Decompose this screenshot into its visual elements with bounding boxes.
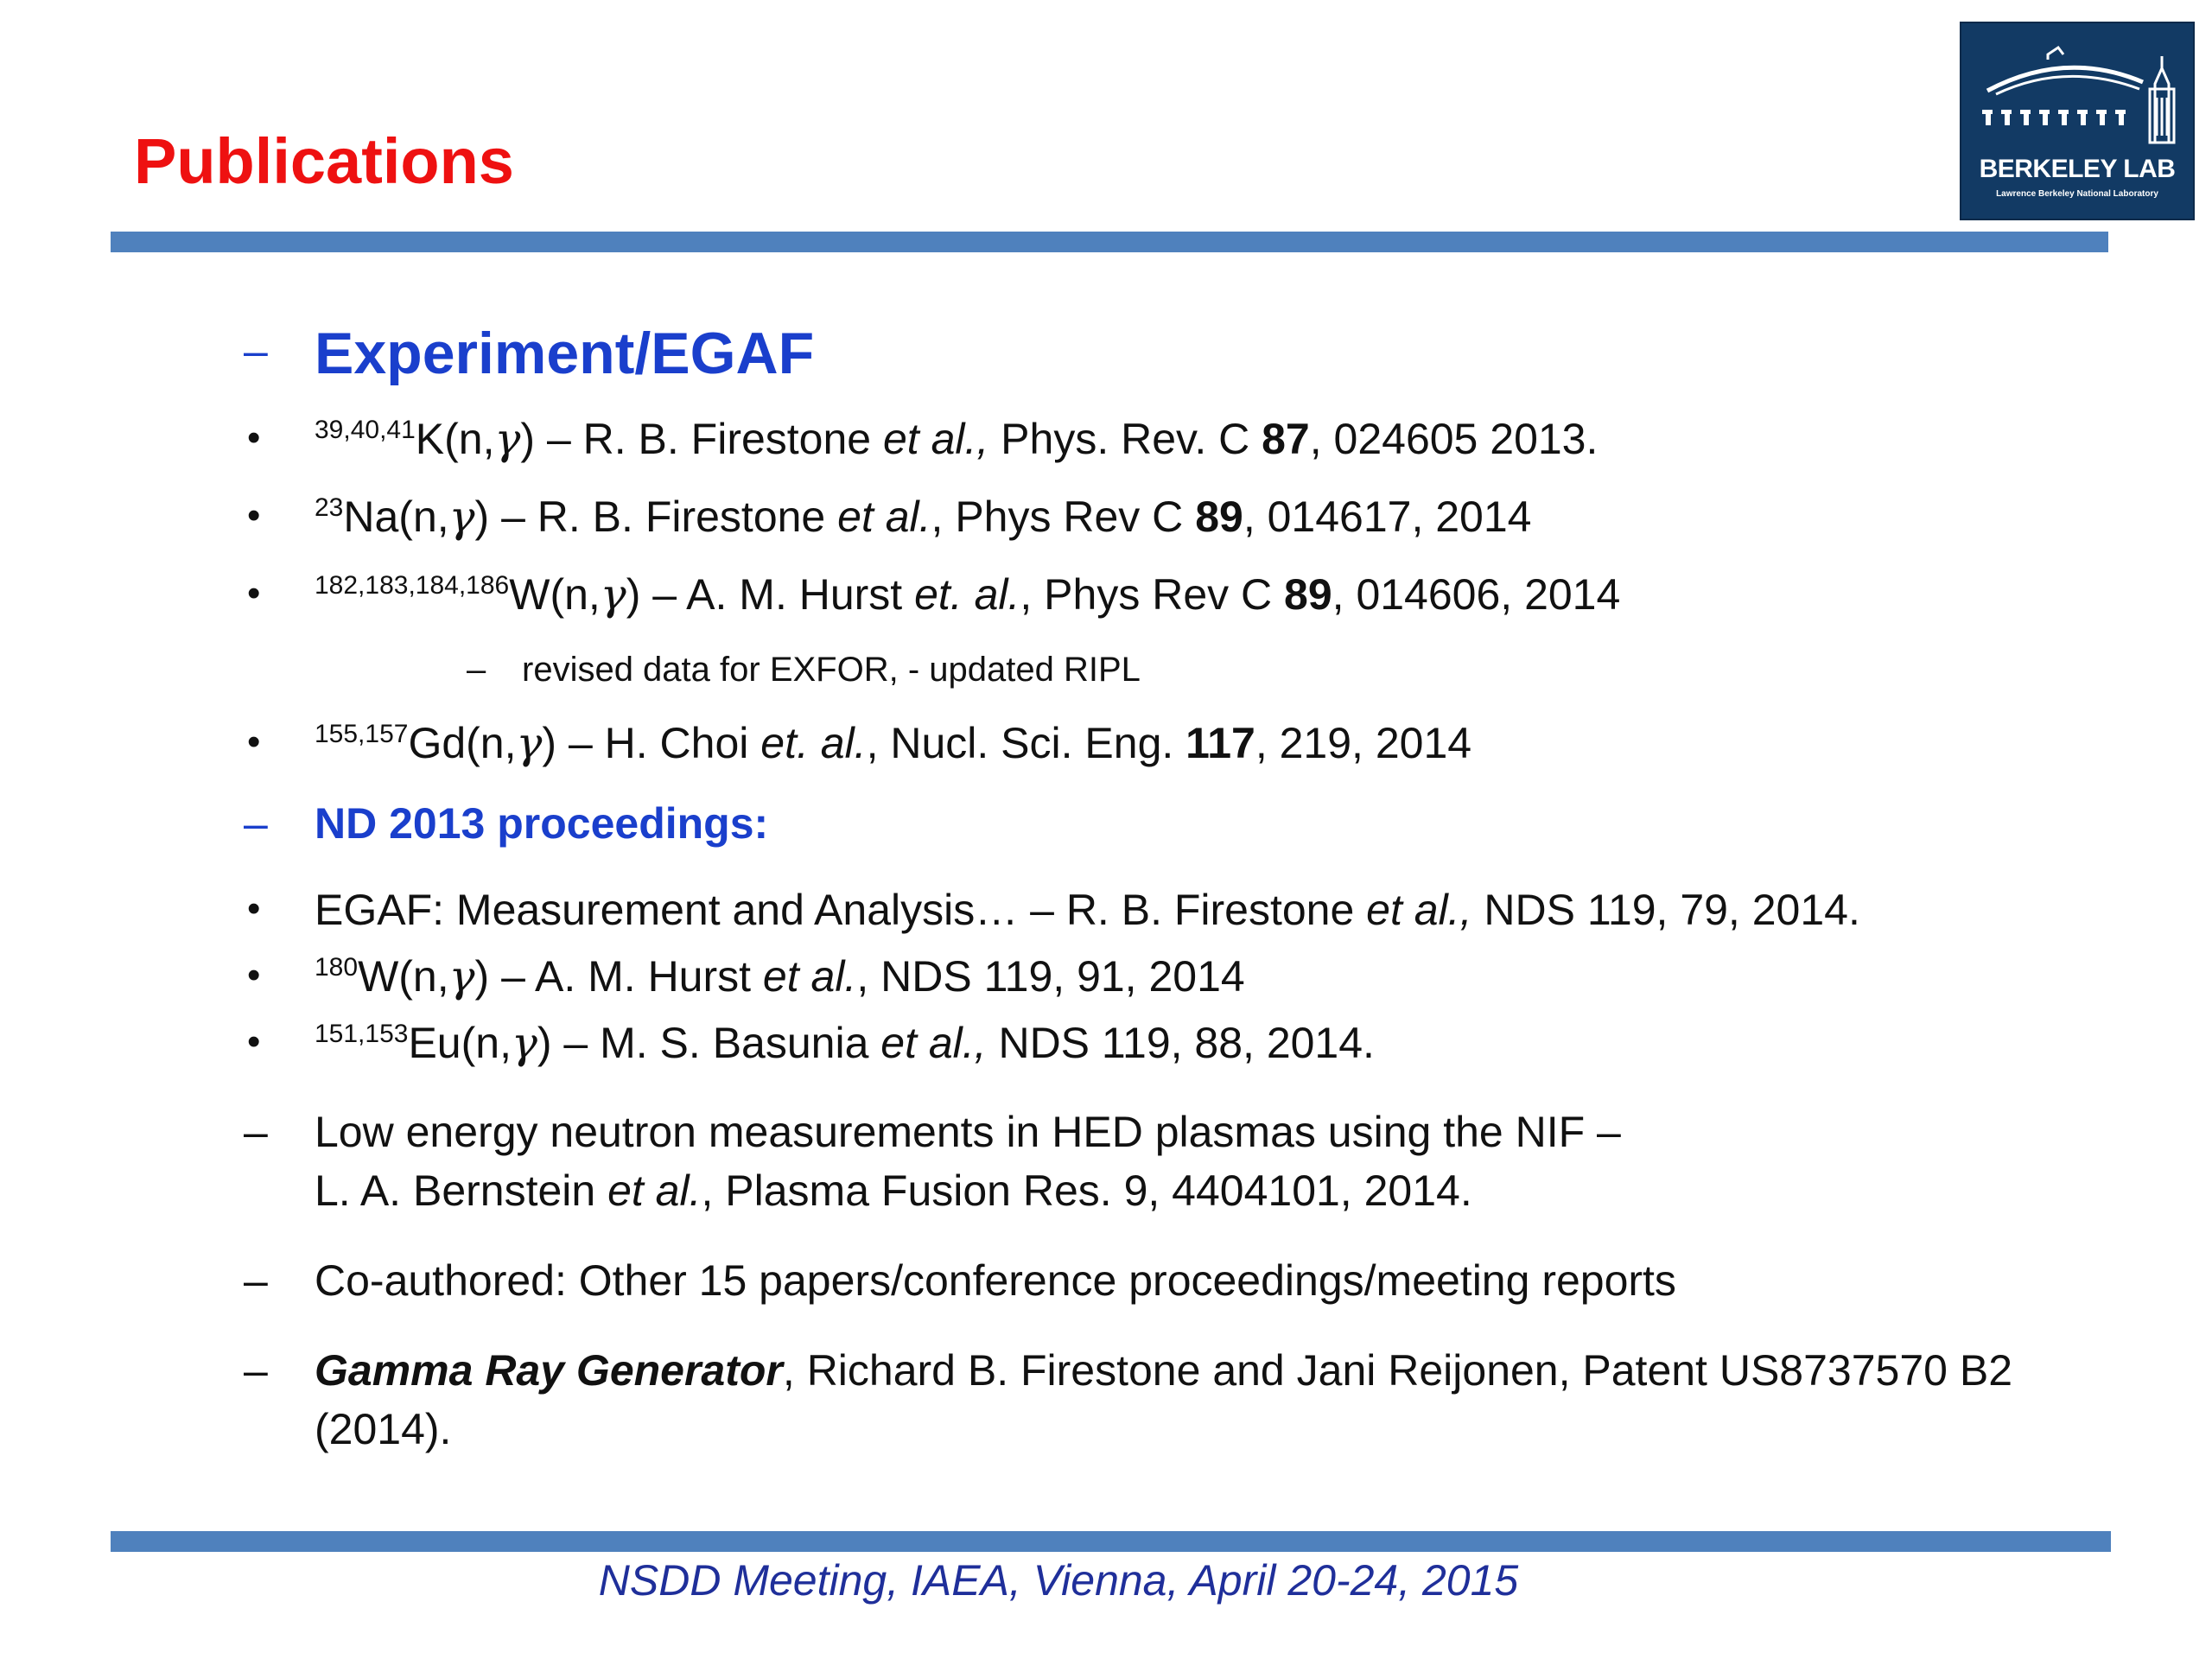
citation-rest: , 219, 2014 xyxy=(1255,719,1472,767)
slide-title: Publications xyxy=(134,125,514,197)
citation-rest: , 024605 2013. xyxy=(1309,415,1599,463)
bullet-marker: • xyxy=(247,572,261,614)
et-al: et al., xyxy=(1366,886,1472,934)
citation-rest: , 014606, 2014 xyxy=(1332,570,1621,619)
dash-marker: – xyxy=(244,1108,268,1156)
isotope: W xyxy=(358,952,399,1001)
volume: 89 xyxy=(1195,493,1243,541)
volume: 117 xyxy=(1185,719,1255,767)
top-rule xyxy=(111,232,2108,252)
isotope: Eu xyxy=(408,1019,461,1067)
coauthored-text: Co-authored: Other 15 papers/conference proceedings/meeting reports xyxy=(315,1256,1676,1305)
isotope-mass: 23 xyxy=(315,493,344,522)
reaction-open: (n, xyxy=(444,415,495,463)
reaction-close: ) xyxy=(474,493,490,541)
gamma-symbol: γ xyxy=(600,569,626,620)
heading-text: Experiment/EGAF xyxy=(315,321,815,386)
journal: , Nucl. Sci. Eng. xyxy=(866,719,1186,767)
authors: – R. B. Firestone xyxy=(489,493,838,541)
et-al: et. al. xyxy=(760,719,867,767)
logo-subtitle: Lawrence Berkeley National Laboratory xyxy=(1996,189,2158,199)
citation-rest: , 014617, 2014 xyxy=(1243,493,1532,541)
footer-text: NSDD Meeting, IAEA, Vienna, April 20-24, 2015 xyxy=(598,1556,1519,1605)
bullet-marker: • xyxy=(247,416,261,459)
gamma-symbol: γ xyxy=(494,414,521,464)
journal: , Phys Rev C xyxy=(931,493,1196,541)
gamma-symbol: γ xyxy=(448,951,475,1001)
volume: 87 xyxy=(1262,415,1310,463)
logo-name: BERKELEY LAB xyxy=(1979,155,2176,183)
patent-year: (2014). xyxy=(315,1405,452,1453)
reaction-open: (n, xyxy=(466,719,517,767)
publication-text xyxy=(315,493,1531,543)
authors: – H. Choi xyxy=(556,719,761,767)
gamma-symbol: γ xyxy=(516,718,543,768)
title-authors: EGAF: Measurement and Analysis… – R. B. Firestone xyxy=(315,886,1367,934)
journal: Phys. Rev. C xyxy=(988,415,1262,463)
dash-marker: – xyxy=(244,327,268,375)
patent-text xyxy=(315,1346,2012,1396)
authors: – A. M. Hurst xyxy=(640,570,915,619)
publication-text xyxy=(315,886,1860,936)
low-energy-line1: Low energy neutron measurements in HED plasmas using the NIF – xyxy=(315,1108,1621,1156)
publication-text xyxy=(315,415,1598,465)
bottom-rule xyxy=(111,1531,2111,1552)
berkeley-lab-logo xyxy=(1960,22,2195,220)
bullet-marker: • xyxy=(247,1020,261,1063)
publication-text xyxy=(315,719,1471,769)
authors: – R. B. Firestone xyxy=(535,415,883,463)
citation-rest: , Plasma Fusion Res. 9, 4404101, 2014. xyxy=(701,1166,1472,1215)
heading-text: ND 2013 proceedings: xyxy=(315,799,769,848)
patent-details: , Richard B. Firestone and Jani Reijonen, Patent US8737570 B2 xyxy=(782,1346,2013,1395)
dash-marker: – xyxy=(244,1346,268,1395)
gamma-symbol: γ xyxy=(511,1018,537,1068)
isotope: Na xyxy=(343,493,399,541)
reaction-close: ) xyxy=(474,952,490,1001)
et-al: et al. xyxy=(762,952,857,1001)
isotope-mass: 180 xyxy=(315,953,359,982)
low-energy-line2 xyxy=(315,1166,1472,1217)
bullet-marker: • xyxy=(247,494,261,537)
sub-note-text: revised data for EXFOR, - updated RIPL xyxy=(522,651,1141,689)
gamma-symbol: γ xyxy=(448,492,475,542)
et-al: et. al. xyxy=(914,570,1020,619)
reaction-open: (n, xyxy=(461,1019,512,1067)
citation-rest: , NDS 119, 91, 2014 xyxy=(856,952,1245,1001)
journal: , Phys Rev C xyxy=(1020,570,1285,619)
authors: – A. M. Hurst xyxy=(489,952,763,1001)
reaction-open: (n, xyxy=(398,952,449,1001)
bullet-marker: • xyxy=(247,954,261,996)
et-al: et al., xyxy=(880,1019,987,1067)
isotope-mass: 151,153 xyxy=(315,1020,409,1048)
publication-text xyxy=(315,1019,1375,1069)
et-al: et al., xyxy=(882,415,989,463)
publication-text xyxy=(315,952,1245,1002)
et-al: et al. xyxy=(607,1166,702,1215)
citation-rest: NDS 119, 79, 2014. xyxy=(1471,886,1860,934)
et-al: et al. xyxy=(837,493,931,541)
isotope: W xyxy=(509,570,550,619)
citation-rest: NDS 119, 88, 2014. xyxy=(986,1019,1375,1067)
isotope-mass: 155,157 xyxy=(315,720,409,748)
reaction-close: ) xyxy=(520,415,536,463)
reaction-close: ) xyxy=(542,719,557,767)
bullet-marker: • xyxy=(247,721,261,763)
reaction-close: ) xyxy=(626,570,641,619)
patent-title: Gamma Ray Generator xyxy=(315,1346,783,1395)
authors: – M. S. Basunia xyxy=(551,1019,881,1067)
dash-marker: – xyxy=(467,651,486,689)
isotope: K xyxy=(415,415,445,463)
reaction-open: (n, xyxy=(550,570,601,619)
isotope: Gd xyxy=(408,719,467,767)
bullet-marker: • xyxy=(247,887,261,930)
reaction-open: (n, xyxy=(398,493,449,541)
authors: L. A. Bernstein xyxy=(315,1166,608,1215)
isotope-mass: 39,40,41 xyxy=(315,416,416,444)
dash-marker: – xyxy=(244,799,268,848)
dash-marker: – xyxy=(244,1256,268,1305)
publication-text xyxy=(315,570,1620,620)
reaction-close: ) xyxy=(537,1019,552,1067)
isotope-mass: 182,183,184,186 xyxy=(315,571,510,600)
volume: 89 xyxy=(1284,570,1332,619)
